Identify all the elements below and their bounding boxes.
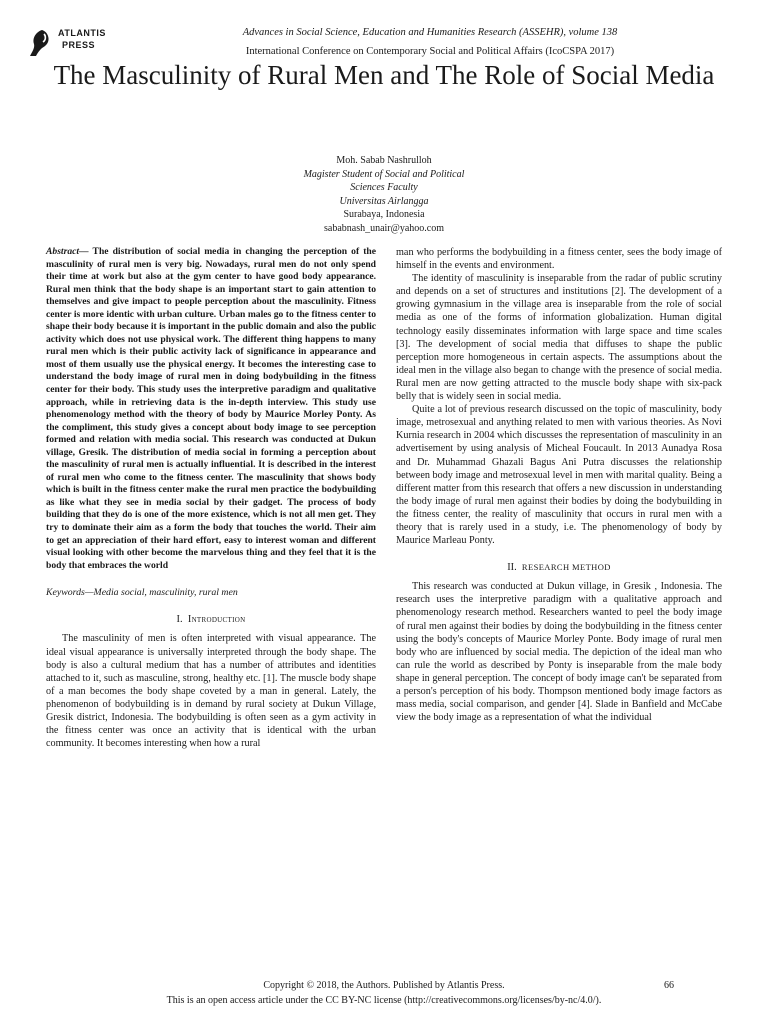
author-name: Moh. Sabab Nashrulloh [336, 155, 432, 166]
section-title: Introduction [187, 614, 246, 626]
author-email: sababnash_unair@yahoo.com [323, 222, 444, 234]
author-affiliation-1: Magister Student of Social and Political [303, 168, 465, 180]
copyright-line: Copyright © 2018, the Authors. Published by Atlantis Press. [263, 980, 505, 991]
paper-title: The Masculinity of Rural Men and The Role of Social Media [53, 60, 715, 90]
author-affiliation-2: Sciences Faculty [350, 182, 418, 193]
journal-line: Advances in Social Science, Education and Humanities Research (ASSEHR), volume 138 [242, 27, 618, 38]
abstract-label: Abstract— [46, 246, 89, 257]
section-heading-research-method [396, 561, 722, 574]
keywords: Keywords—Media social, masculinity, rural men [46, 587, 238, 599]
atlantis-press-logo [28, 24, 118, 64]
page-number: 66 [664, 980, 674, 991]
intro-paragraph-continued: man who performs the bodybuilding in a fitness center, sees the body image of himself in the events and environment. [396, 247, 722, 272]
abstract [46, 246, 376, 572]
intro-paragraph-1: The masculinity of men is often interpreted with visual appearance. The ideal visual appearance is universally interpreted through the body shape. The body is also a cultural medium that has a number of attributes and identities attached to it, such as masculine, strong, healthy etc. [1]. The muscle body shape of a man becomes the body shape coveted by a man in general. Lately, the phenomenon of bodybuilding is in demand by rural society at Dukun Village, Gresik district, Indonesia. The bodybuilding is often seen as a gym activity in the fitness center was once an activity that is identical with the urban community. It becomes interesting when how a rural [46, 633, 376, 750]
atlantis-logo-icon [28, 28, 54, 58]
left-column [46, 246, 376, 750]
author-affiliation-3: Universitas Airlangga [339, 195, 429, 207]
logo-text-line2: PRESS [62, 40, 96, 50]
section-number: II. [507, 562, 517, 574]
section-heading-introduction [46, 613, 376, 626]
intro-paragraph-3: Quite a lot of previous research discussed on the topic of masculinity, body image, metrosexual and anything related to men with various theories. As Novi Kurnia research in 2004 which discusses the representation of masculinity in an advertisement by using analysis of Micheal Foucault. In 2013 Aunadya Rosa and Dr. Muhammad Ghazali Bagus Ani Putra discusses the relationship between body image and metrosexual level in men with marital quality. Being a different matter from this research that offers a new discussion in understanding the body image of rural men against their bodies by doing the bodybuilding in the fitness center, the reality of masculinity that occurs in rural men with a theory that is rarely used in a study, i.e. The phenomenology of body by Maurice Marleau Ponty. [396, 404, 722, 547]
intro-paragraph-2: The identity of masculinity is inseparable from the radar of public scrutiny and depends on a set of structures and institutions [2]. The development of a growing gymnasium in the village area is inseparable from the role of social media as one of the forms of information globalization. Human digital technology easily disseminates information with large space and time scales [3]. The development of social media that diffuses to shape the public perception more homogeneous in certain aspects. The assumptions about the ideal men in the village also began to change with the presence of social media. Rural men are now getting attracted to the muscle body shape with six-pack belly that is widely seen in social media. [396, 273, 722, 403]
abstract-text: The distribution of social media in changing the perception of the masculinity of rural men is very big. Nowadays, rural men do not only spend their time at work but also at the gym center to have good body appearance. Rural men think that the body shape is an important start to gain attention to themselves and give impact to people perception about the masculinity. Fitness center is more identic with urban culture. Urban males go to the fitness center to shape their body because it is important in the public domain and also the public activity which does not use physical work. The different thing happens to many rural men which is their public activity lack of significance in appearance and most of them usually use the physical energy. It becomes the interesting case to understand the body image of rural men in doing bodybuilding in the fitness center for their body. This study uses the interpretive paradigm and qualitative approach, while in retrieving data is the in-depth interview. This study use phenomenology method with the theory of body by Maurice Morley Ponty. As the compliment, this study gives a concept about body image to see perception formed and relation with media social. This research was conducted at Dukun village, Gresik. The distribution of media social in forming a perception about the masculinity of rural men is actually influential. It is described in the interest of rural men who come to the fitness center. The masculinity that shows body which is built in the fitness center make the rural men practice the bodybuilding as like what they see in media social by their gadget. The process of body building that they do is one of the more existence, which is not all men get. They try to dominate their aim as a form the body that touches the world. Their aim to get an appreciation of their hard effort, easy to interest woman and different visual looking with other become the marvelous thing and they feel that it is the body that embraces the world [46, 246, 376, 571]
conference-line: International Conference on Contemporary Social and Political Affairs (IcoCSPA 2017) [245, 46, 615, 57]
method-paragraph-1: This research was conducted at Dukun village, in Gresik , Indonesia. The research uses the interpretive paradigm with a qualitative approach and phenomenology research method. Researchers wanted to peel the body image of rural men against their bodies by doing the bodybuilding in the fitness center using the body's concepts of Maurice Morley Ponte. Body image of rural men body who are influenced by social media. The depiction of the ideal man who can rule the world as described by Ponty is inseparable from the male body shape in general perception. The concept of body image can't be separated from a person's perception of his body. Thompson mentioned body image factors as mass media, social comparison, and gender [4]. Slade in Banfield and McCabe view the body image as a representation of what the individual [396, 581, 722, 724]
license-line: This is an open access article under the CC BY-NC license (http://creativecommons.org/licenses/by-nc/4.0/). [166, 995, 602, 1006]
section-title: RESEARCH METHOD [521, 562, 611, 573]
section-number: I. [176, 614, 183, 626]
logo-text-line1: ATLANTIS [58, 28, 106, 38]
author-block [200, 154, 568, 235]
author-city: Surabaya, Indonesia [343, 209, 425, 220]
right-column [396, 246, 722, 724]
